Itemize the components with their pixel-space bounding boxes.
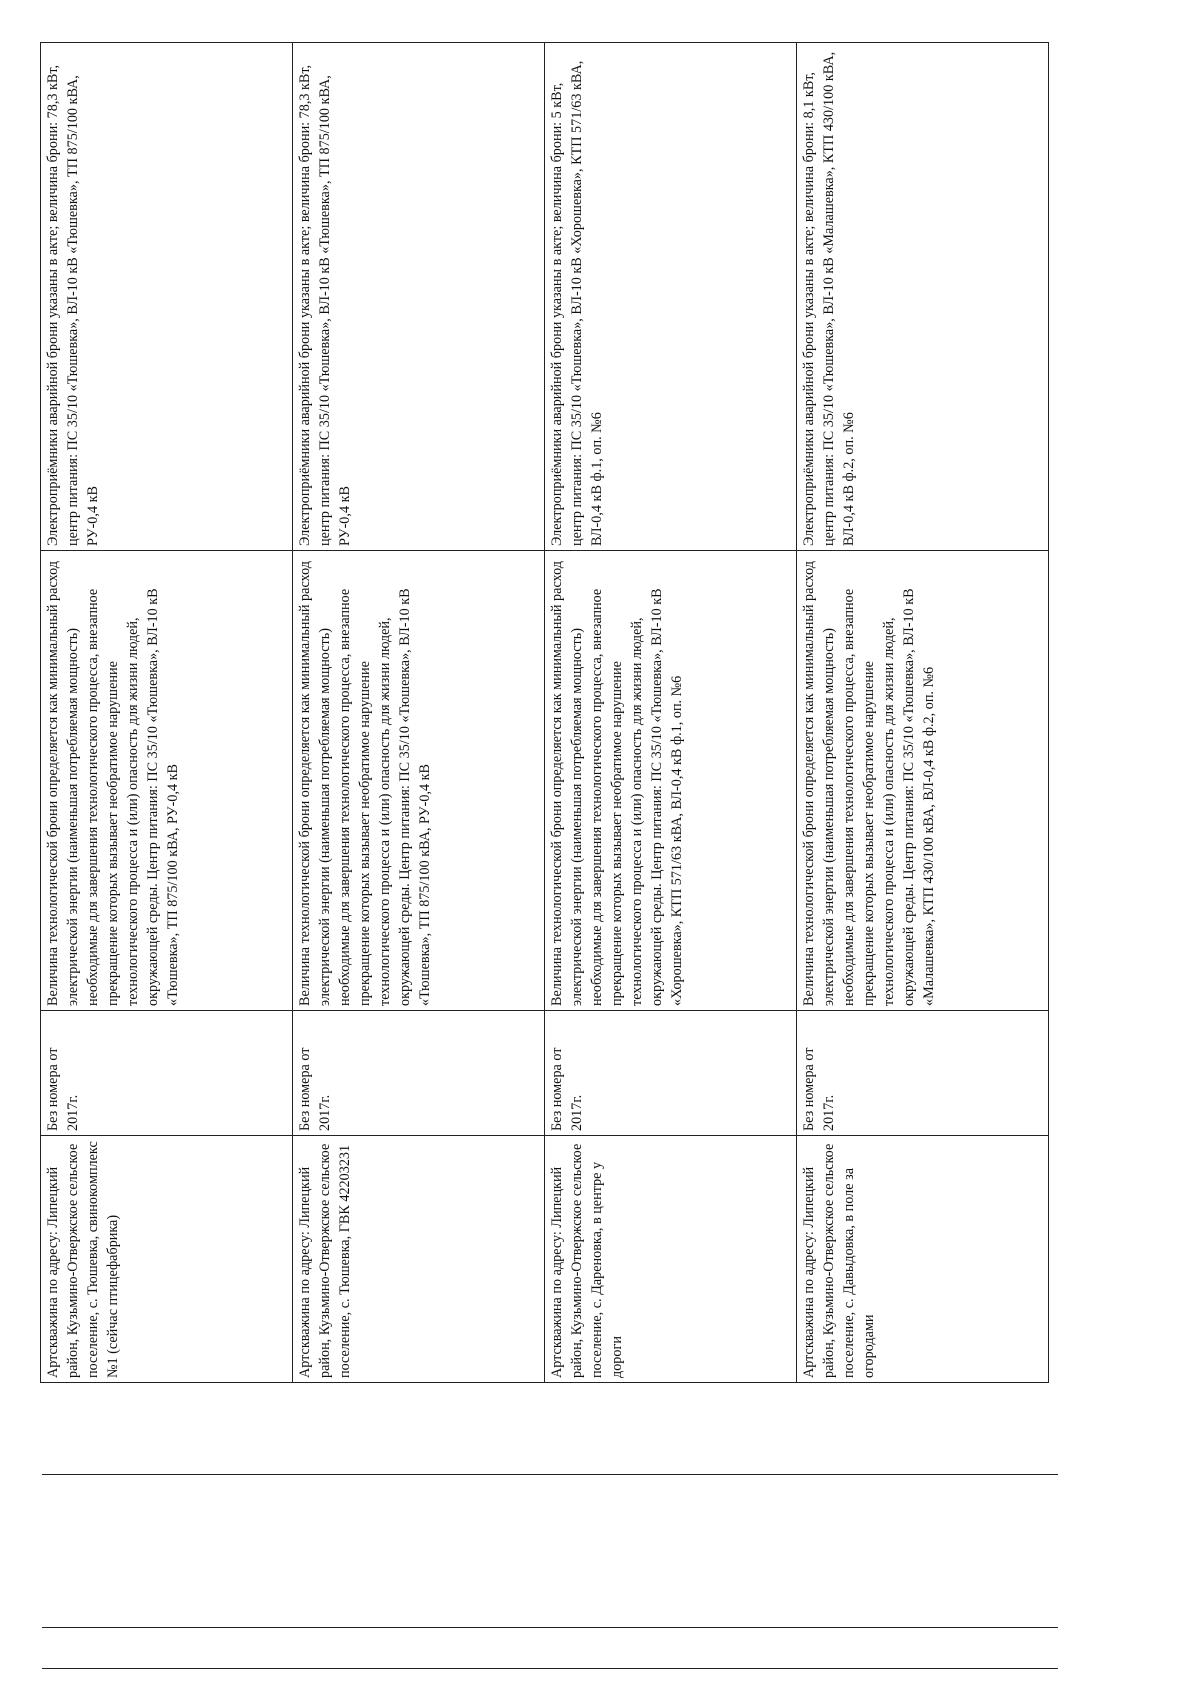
object-cell: Артскважина по адресу: Липецкий район, Кузьмино-Отвержское сельское поселение, с. Дареновка, в центре у дороги bbox=[545, 1136, 797, 1383]
horizontal-rule bbox=[42, 1668, 1058, 1669]
act-cell: Без номера от 2017г. bbox=[797, 1011, 1049, 1136]
technological-reserve-cell: Величина технологической брони определяется как минимальный расход электрической энергии (наименьшая потребляемая мощность) необходимые для завершения технологического процесса, внезапное прекращение которых вызывает необратимое нарушение технологического процесса и (или) опасность для жизни людей, окружающей среды. Центр питания: ПС 35/10 «Тюшевка», ВЛ-10 кВ «Хорошевка», КТП 571/63 кВА, ВЛ-0,4 кВ ф.1, оп. №6 bbox=[545, 551, 797, 1011]
emergency-reserve-cell: Электроприёмники аварийной брони указаны в акте; величина брони: 5 кВт, центр питания: ПС 35/10 «Тюшевка», ВЛ-10 кВ «Хорошевка», КТП 571/63 кВА, ВЛ-0,4 кВ ф.1, оп. №6 bbox=[545, 43, 797, 551]
table-row bbox=[545, 43, 797, 1383]
act-cell: Без номера от 2017г. bbox=[293, 1011, 545, 1136]
table-row bbox=[293, 43, 545, 1383]
reserve-table bbox=[40, 42, 1049, 1383]
horizontal-rule bbox=[42, 1474, 1058, 1475]
act-cell: Без номера от 2017г. bbox=[41, 1011, 293, 1136]
rotated-table-wrapper bbox=[40, 43, 1048, 1383]
object-cell: Артскважина по адресу: Липецкий район, Кузьмино-Отвержское сельское поселение, с. Давыдовка, в поле за огородами bbox=[797, 1136, 1049, 1383]
horizontal-rule bbox=[42, 1627, 1058, 1628]
technological-reserve-cell: Величина технологической брони определяется как минимальный расход электрической энергии (наименьшая потребляемая мощность) необходимые для завершения технологического процесса, внезапное прекращение которых вызывает необратимое нарушение технологического процесса и (или) опасность для жизни людей, окружающей среды. Центр питания: ПС 35/10 «Тюшевка», ВЛ-10 кВ «Тюшевка», ТП 875/100 кВА, РУ-0,4 кВ bbox=[41, 551, 293, 1011]
object-cell: Артскважина по адресу: Липецкий район, Кузьмино-Отвержское сельское поселение, с. Тюшевка, свинокомплекс №1 (сейчас птицефабрика) bbox=[41, 1136, 293, 1383]
act-cell: Без номера от 2017г. bbox=[545, 1011, 797, 1136]
technological-reserve-cell: Величина технологической брони определяется как минимальный расход электрической энергии (наименьшая потребляемая мощность) необходимые для завершения технологического процесса, внезапное прекращение которых вызывает необратимое нарушение технологического процесса и (или) опасность для жизни людей, окружающей среды. Центр питания: ПС 35/10 «Тюшевка», ВЛ-10 кВ «Малашевка», КТП 430/100 кВА, ВЛ-0,4 кВ ф.2, оп. №6 bbox=[797, 551, 1049, 1011]
technological-reserve-cell: Величина технологической брони определяется как минимальный расход электрической энергии (наименьшая потребляемая мощность) необходимые для завершения технологического процесса, внезапное прекращение которых вызывает необратимое нарушение технологического процесса и (или) опасность для жизни людей, окружающей среды. Центр питания: ПС 35/10 «Тюшевка», ВЛ-10 кВ «Тюшевка», ТП 875/100 кВА, РУ-0,4 кВ bbox=[293, 551, 545, 1011]
table-row bbox=[41, 43, 293, 1383]
emergency-reserve-cell: Электроприёмники аварийной брони указаны в акте; величина брони: 78,3 кВт, центр питания: ПС 35/10 «Тюшевка», ВЛ-10 кВ «Тюшевка», ТП 875/100 кВА, РУ-0,4 кВ bbox=[41, 43, 293, 551]
table-row bbox=[797, 43, 1049, 1383]
emergency-reserve-cell: Электроприёмники аварийной брони указаны в акте; величина брони: 78,3 кВт, центр питания: ПС 35/10 «Тюшевка», ВЛ-10 кВ «Тюшевка», ТП 875/100 кВА, РУ-0,4 кВ bbox=[293, 43, 545, 551]
emergency-reserve-cell: Электроприёмники аварийной брони указаны в акте; величина брони: 8,1 кВт, центр питания: ПС 35/10 «Тюшевка», ВЛ-10 кВ «Малашевка», КТП 430/100 кВА, ВЛ-0,4 кВ ф.2, оп. №6 bbox=[797, 43, 1049, 551]
object-cell: Артскважина по адресу: Липецкий район, Кузьмино-Отвержское сельское поселение, с. Тюшевка, ГВК 42203231 bbox=[293, 1136, 545, 1383]
